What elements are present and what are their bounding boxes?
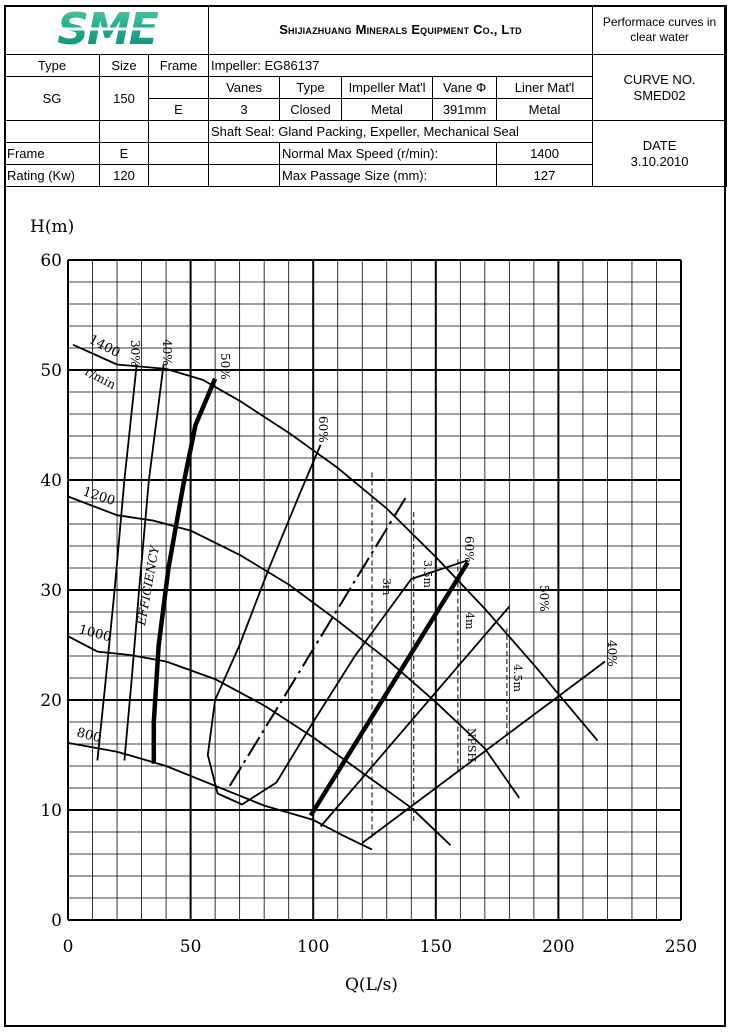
speed-unit-label: r/min (82, 364, 119, 393)
speed-label-1000: 1000 (76, 622, 113, 646)
max-speed-label: Normal Max Speed (r/min): (280, 143, 497, 165)
efficiency-label: EFFICIENCY (134, 544, 162, 627)
efficiency-curve-5 (321, 607, 510, 827)
y-tick-label: 0 (51, 911, 62, 931)
col-size-label: Size (100, 55, 149, 77)
x-tick-label: 250 (664, 937, 698, 957)
x-axis-title: Q(L/s) (345, 975, 398, 995)
curve-no-label: CURVE NO. (623, 71, 696, 87)
eff-label-50: 50% (218, 353, 232, 380)
curve-no-value: SMED02 (633, 87, 686, 103)
max-passage-value: 127 (497, 165, 593, 187)
vanes-value: 3 (209, 99, 280, 121)
vanes-label: Vanes (209, 77, 280, 99)
date-label: DATE (642, 137, 677, 153)
efficiency-curve-6 (362, 662, 605, 844)
eff-label-60-top: 60% (316, 416, 330, 443)
frame-row-label: Frame (5, 143, 100, 165)
y-tick-label: 40 (40, 471, 62, 491)
eff-label-30: 30% (128, 340, 142, 367)
vane-dia-label: Vane Φ (433, 77, 497, 99)
y-tick-label: 20 (40, 691, 62, 711)
speed-curve-800 (68, 743, 372, 850)
x-tick-label: 100 (296, 937, 330, 957)
x-tick-label: 50 (179, 937, 202, 957)
eff-label-40-right: 40% (605, 640, 619, 667)
npsh-envelope (230, 497, 407, 786)
impeller-label: Impeller: EG86137 (209, 55, 593, 77)
npsh-4-5m-label: 4.5m (511, 664, 524, 692)
col-type-label: Type (5, 55, 100, 77)
rating-label: Rating (Kw) (5, 165, 100, 187)
max-speed-value: 1400 (497, 143, 593, 165)
col-frame-label: Frame (149, 55, 209, 77)
y-tick-label: 30 (40, 581, 62, 601)
type-value: SG (5, 77, 100, 121)
eff-label-40: 40% (160, 339, 174, 366)
x-tick-label: 200 (542, 937, 575, 957)
x-tick-label: 0 (62, 937, 74, 957)
logo-text: SME (57, 6, 157, 50)
rating-value: 120 (100, 165, 149, 187)
y-tick-label: 50 (40, 361, 62, 381)
npsh-4m-label: 4m (463, 612, 476, 630)
eff-label-50-right: 50% (537, 585, 551, 612)
perf-label: Performace curves in clear water (593, 6, 727, 55)
y-tick-label: 60 (40, 251, 62, 271)
npsh-3m-label: 3m (380, 578, 393, 596)
imp-mat-label: Impeller Mat'l (342, 77, 433, 99)
company-name: Shijiazhuang Minerals Equipment Co., Ltd (209, 6, 593, 55)
imp-mat-value: Metal (342, 99, 433, 121)
vane-dia-value: 391mm (433, 99, 497, 121)
speed-label-1200: 1200 (80, 484, 117, 510)
eff-label-60-right: 60% (462, 536, 476, 563)
y-axis-title: H(m) (30, 217, 75, 237)
imp-type-label: Type (280, 77, 342, 99)
frame-value: E (149, 99, 209, 121)
liner-value: Metal (497, 99, 593, 121)
npsh-3-5m-label: 3.5m (421, 560, 434, 588)
speed-label-1400: 1400 (86, 332, 123, 362)
npsh-label: NPSH (465, 728, 478, 763)
shaft-seal: Shaft Seal: Gland Packing, Expeller, Mechanical Seal (209, 121, 593, 143)
size-value: 150 (100, 77, 149, 121)
chart-labels (30, 217, 619, 995)
imp-type-value: Closed (280, 99, 342, 121)
x-tick-label: 150 (419, 937, 453, 957)
frame-row-value: E (100, 143, 149, 165)
y-tick-label: 10 (40, 801, 62, 821)
efficiency-curve-2 (154, 379, 215, 764)
liner-label: Liner Mat'l (497, 77, 593, 99)
max-passage-label: Max Passage Size (mm): (280, 165, 497, 187)
date-value: 3.10.2010 (630, 153, 689, 169)
speed-label-800: 800 (74, 725, 103, 747)
